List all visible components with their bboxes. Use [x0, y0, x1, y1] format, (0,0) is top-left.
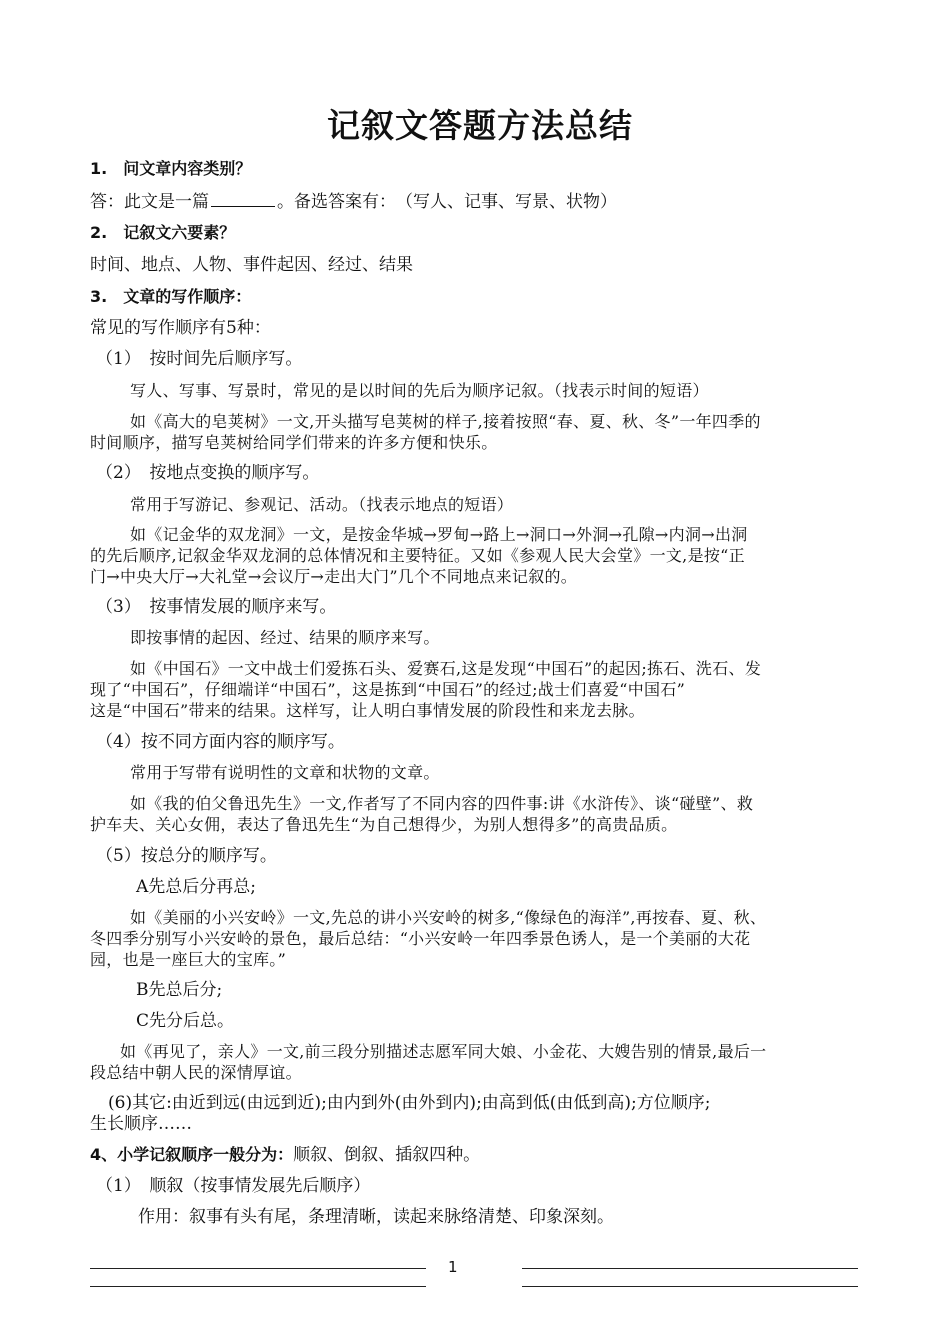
- section-4-heading-bold: 4、小学记叙顺序一般分为：: [90, 1145, 294, 1164]
- order-2-example-line: 门→中央大厅→大礼堂→会议厅→走出大门”几个不同地点来记叙的。: [90, 567, 578, 586]
- order-5-example-line: 园，也是一座巨大的宝库。”: [90, 950, 287, 969]
- section-2-heading: 2. 记叙文六要素？: [90, 223, 236, 242]
- order-4-example-line: 护车夫、关心女佣，表达了鲁迅先生“为自己想得少，为别人想得多”的高贵品质。: [90, 815, 678, 834]
- order-5-example2-line: 段总结中朝人民的深情厚谊。: [90, 1063, 302, 1082]
- order-5-b: B先总后分;: [136, 980, 223, 1000]
- order-4-title: （4）按不同方面内容的顺序写。: [96, 732, 345, 752]
- order-3-example-line: 如《中国石》一文中战士们爱拣石头、爱赛石,这是发现“中国石”的起因;拣石、洗石、发: [130, 659, 762, 678]
- footer-rule-right-top: [522, 1268, 858, 1269]
- section-4-heading-rest: 顺叙、倒叙、插叙四种。: [293, 1145, 481, 1165]
- order-3-desc: 即按事情的起因、经过、结果的顺序来写。: [130, 628, 440, 647]
- item-1-title: （1） 顺叙（按事情发展先后顺序）: [96, 1176, 371, 1196]
- order-3-example-line: 这是“中国石”带来的结果。这样写，让人明白事情发展的阶段性和来龙去脉。: [90, 701, 645, 720]
- order-5-example-line: 如《美丽的小兴安岭》一文,先总的讲小兴安岭的树多,“像绿色的海洋”,再按春、夏、秋、: [130, 908, 767, 927]
- item-1-desc: 作用：叙事有头有尾，条理清晰，读起来脉络清楚、印象深刻。: [138, 1207, 614, 1227]
- order-5-example2-line: 如《再见了，亲人》一文,前三段分别描述志愿军同大娘、小金花、大嫂告别的情景,最后一: [120, 1042, 767, 1061]
- section-4-heading: [90, 1144, 480, 1166]
- order-2-example-line: 的先后顺序,记叙金华双龙洞的总体情况和主要特征。又如《参观人民大会堂》一文,是按“正: [90, 546, 745, 565]
- footer-rule-left-bottom: [90, 1286, 426, 1287]
- order-5-example-line: 冬四季分别写小兴安岭的景色，最后总结：“小兴安岭一年四季景色诱人，是一个美丽的大花: [90, 929, 751, 948]
- footer-rule-left-top: [90, 1268, 426, 1269]
- page-number: 1: [448, 1258, 458, 1276]
- answer-suffix: 。备选答案有： （写人、记事、写景、状物）: [277, 192, 617, 212]
- order-1-title: （1） 按时间先后顺序写。: [96, 349, 303, 369]
- order-3-example-line: 现了“中国石”，仔细端详“中国石”，这是拣到“中国石”的经过;战士们喜爱“中国石”: [90, 680, 686, 699]
- answer-prefix: 答：此文是一篇: [90, 192, 209, 212]
- order-5-c: C先分后总。: [136, 1011, 235, 1031]
- order-4-desc: 常用于写带有说明性的文章和状物的文章。: [130, 763, 440, 782]
- order-4-example-line: 如《我的伯父鲁迅先生》一文,作者写了不同内容的四件事:讲《水浒传》、谈“碰壁”、救: [130, 794, 754, 813]
- order-5-title: （5）按总分的顺序写。: [96, 846, 277, 866]
- section-1-heading: 1. 问文章内容类别？: [90, 159, 252, 178]
- section-2-text: 时间、地点、人物、事件起因、经过、结果: [90, 255, 413, 275]
- footer-rule-right-bottom: [522, 1286, 858, 1287]
- order-2-example-line: 如《记金华的双龙洞》一文，是按金华城→罗甸→路上→洞口→外洞→孔隙→内洞→出洞: [130, 525, 748, 544]
- order-2-title: （2） 按地点变换的顺序写。: [96, 463, 320, 483]
- order-5-a: A先总后分再总;: [136, 877, 257, 897]
- order-6-line: (6)其它:由近到远(由远到近);由内到外(由外到内);由高到低(由低到高);方位顺序;: [108, 1093, 711, 1113]
- order-3-title: （3） 按事情发展的顺序来写。: [96, 597, 337, 617]
- order-1-example-line: 如《高大的皂荚树》一文,开头描写皂荚树的样子,接着按照“春、夏、秋、冬”一年四季的: [130, 412, 761, 431]
- answer-blank: [211, 190, 275, 207]
- page-title: 记叙文答题方法总结: [327, 106, 633, 145]
- order-2-desc: 常用于写游记、参观记、活动。（找表示地点的短语）: [130, 495, 514, 514]
- order-1-example-line: 时间顺序，描写皂荚树给同学们带来的许多方便和快乐。: [90, 433, 498, 452]
- section-3-heading: 3. 文章的写作顺序：: [90, 287, 252, 306]
- section-3-intro: 常见的写作顺序有5种：: [90, 318, 271, 338]
- section-1-answer: [90, 190, 617, 213]
- order-6-line: 生长顺序……: [90, 1114, 192, 1134]
- order-1-desc: 写人、写事、写景时，常见的是以时间的先后为顺序记叙。（找表示时间的短语）: [130, 381, 709, 400]
